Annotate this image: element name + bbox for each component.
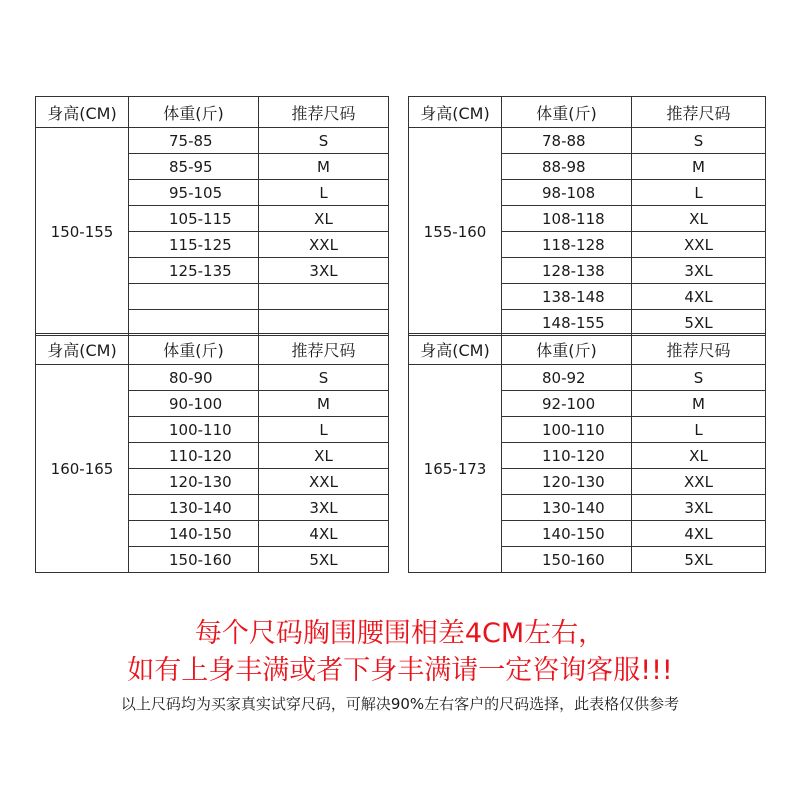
size-cell: S [632, 365, 766, 391]
size-cell: XXL [259, 469, 389, 495]
size-cell: L [259, 180, 389, 206]
weight-cell: 130-140 [129, 495, 259, 521]
size-cell: 3XL [632, 258, 766, 284]
weight-cell: 100-110 [129, 417, 259, 443]
consult-service-note: 如有上身丰满或者下身丰满请一定咨询客服!!! [127, 655, 673, 686]
size-cell: M [632, 154, 766, 180]
weight-cell: 108-118 [502, 206, 632, 232]
weight-cell: 140-150 [129, 521, 259, 547]
weight-cell: 105-115 [129, 206, 259, 232]
weight-cell: 85-95 [129, 154, 259, 180]
weight-cell: 100-110 [502, 417, 632, 443]
table-row [409, 128, 766, 154]
weight-cell: 140-150 [502, 521, 632, 547]
size-cell: L [632, 180, 766, 206]
size-cell [259, 284, 389, 310]
height-header: 身高(CM) [409, 97, 502, 128]
size-cell: 3XL [259, 495, 389, 521]
size-header: 推荐尺码 [632, 334, 766, 365]
size-header: 推荐尺码 [259, 97, 389, 128]
weight-cell: 148-155 [502, 310, 632, 336]
weight-cell: 125-135 [129, 258, 259, 284]
size-cell: 3XL [632, 495, 766, 521]
weight-cell: 150-160 [129, 547, 259, 573]
size-cell: 5XL [259, 547, 389, 573]
size-cell: 5XL [632, 310, 766, 336]
size-cell: XL [259, 206, 389, 232]
size-cell: 4XL [259, 521, 389, 547]
size-cell: M [259, 391, 389, 417]
weight-cell: 130-140 [502, 495, 632, 521]
table-row [36, 128, 389, 154]
table-header [36, 97, 389, 128]
height-range: 160-165 [36, 365, 129, 573]
size-cell: 3XL [259, 258, 389, 284]
weight-header: 体重(斤) [502, 334, 632, 365]
weight-cell: 120-130 [502, 469, 632, 495]
size-table-160-165 [35, 333, 389, 573]
weight-cell: 128-138 [502, 258, 632, 284]
weight-cell: 95-105 [129, 180, 259, 206]
weight-cell: 90-100 [129, 391, 259, 417]
weight-header: 体重(斤) [129, 334, 259, 365]
height-header: 身高(CM) [409, 334, 502, 365]
size-table-165-173 [408, 333, 766, 573]
weight-header: 体重(斤) [502, 97, 632, 128]
size-cell [259, 310, 389, 336]
size-cell: S [259, 128, 389, 154]
size-cell: M [259, 154, 389, 180]
height-header: 身高(CM) [36, 97, 129, 128]
weight-cell: 80-92 [502, 365, 632, 391]
size-cell: 4XL [632, 284, 766, 310]
size-cell: 5XL [632, 547, 766, 573]
size-header: 推荐尺码 [259, 334, 389, 365]
size-cell: XXL [632, 469, 766, 495]
weight-cell: 110-120 [129, 443, 259, 469]
weight-cell: 115-125 [129, 232, 259, 258]
table-header [409, 334, 766, 365]
weight-cell: 150-160 [502, 547, 632, 573]
height-range: 155-160 [409, 128, 502, 336]
disclaimer-note: 以上尺码均为买家真实试穿尺码，可解决90%左右客户的尺码选择，此表格仅供参考 [120, 695, 680, 713]
size-cell: XXL [632, 232, 766, 258]
weight-cell: 88-98 [502, 154, 632, 180]
weight-header: 体重(斤) [129, 97, 259, 128]
weight-cell: 138-148 [502, 284, 632, 310]
table-row [409, 365, 766, 391]
weight-cell: 118-128 [502, 232, 632, 258]
size-cell: L [259, 417, 389, 443]
weight-cell: 98-108 [502, 180, 632, 206]
table-header [409, 97, 766, 128]
size-cell: S [259, 365, 389, 391]
weight-cell: 78-88 [502, 128, 632, 154]
height-header: 身高(CM) [36, 334, 129, 365]
size-cell: S [632, 128, 766, 154]
size-cell: 4XL [632, 521, 766, 547]
weight-cell [129, 310, 259, 336]
table-header [36, 334, 389, 365]
size-header: 推荐尺码 [632, 97, 766, 128]
size-cell: XL [259, 443, 389, 469]
table-row [36, 365, 389, 391]
weight-cell: 120-130 [129, 469, 259, 495]
size-cell: XL [632, 206, 766, 232]
size-table-150-155 [35, 96, 389, 336]
measurement-note: 每个尺码胸围腰围相差4CM左右， [194, 618, 606, 649]
weight-cell: 92-100 [502, 391, 632, 417]
height-range: 165-173 [409, 365, 502, 573]
weight-cell: 80-90 [129, 365, 259, 391]
weight-cell: 110-120 [502, 443, 632, 469]
weight-cell [129, 284, 259, 310]
size-table-155-160 [408, 96, 766, 336]
size-cell: XL [632, 443, 766, 469]
size-cell: M [632, 391, 766, 417]
size-cell: XXL [259, 232, 389, 258]
size-cell: L [632, 417, 766, 443]
weight-cell: 75-85 [129, 128, 259, 154]
height-range: 150-155 [36, 128, 129, 336]
